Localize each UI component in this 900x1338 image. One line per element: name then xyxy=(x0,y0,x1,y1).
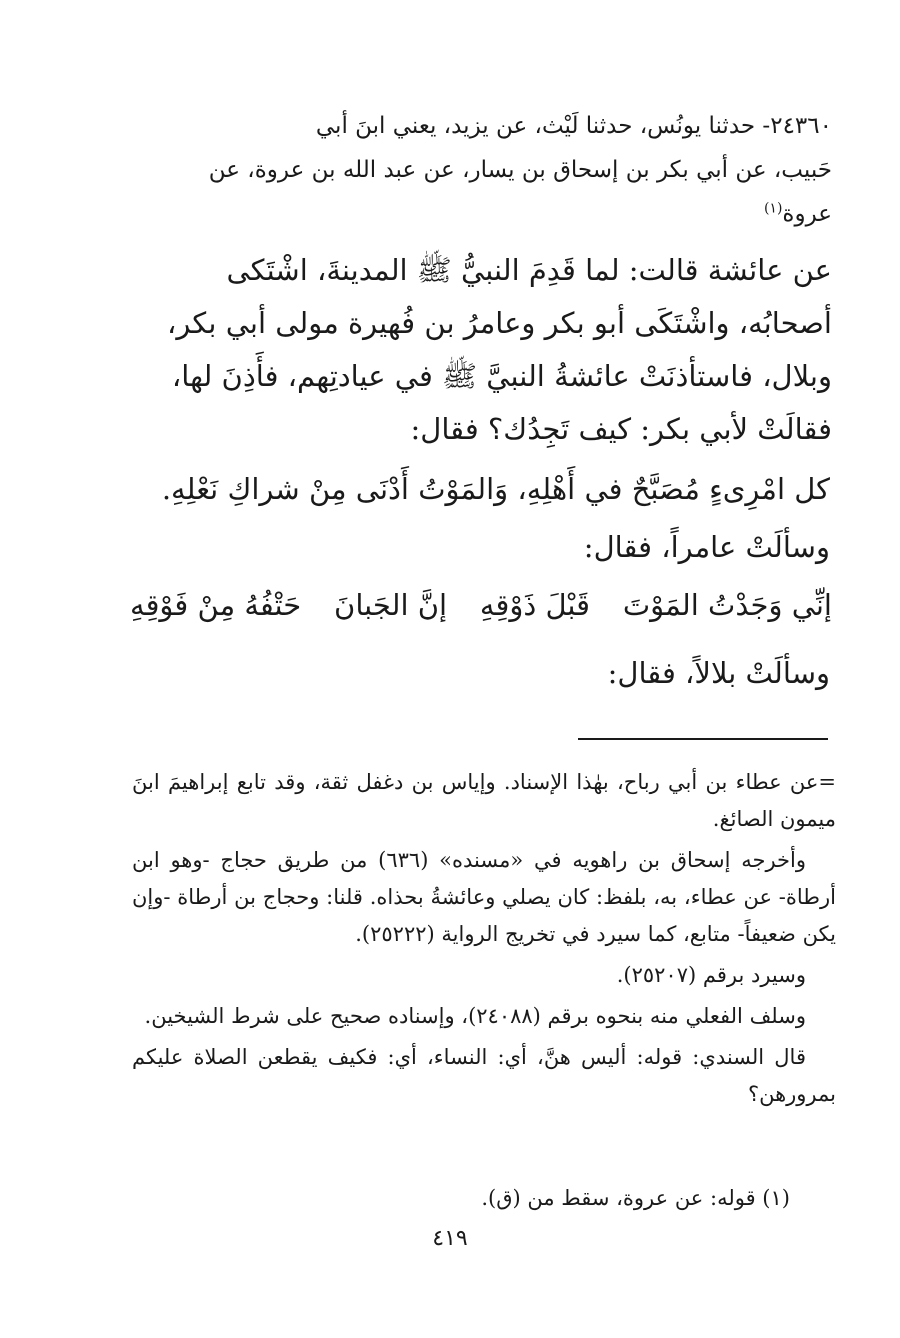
matn-line: فقالَتْ لأبي بكر: كيف تَجِدُك؟ فقال: xyxy=(410,412,832,446)
poem-verse-amir xyxy=(130,588,832,622)
isnad-line: حَبيب، عن أبي بكر بن إسحاق بن يسار، عن عبد الله بن عروة، عن xyxy=(208,157,832,183)
verse-hemistich: إنِّي وَجَدْتُ المَوْتَ xyxy=(622,588,832,622)
page-number: ٤١٩ xyxy=(432,1226,468,1251)
footnote-reference: (١) xyxy=(763,200,783,217)
matn-line: عن عائشة قالت: لما قَدِمَ النبيُّ ﷺ المدينةَ، اشْتَكى xyxy=(226,253,832,287)
matn-line: أصحابُه، واشْتَكَى أبو بكر وعامرُ بن فُهيرة مولى أبي بكر، xyxy=(167,306,832,340)
narration-line-bilal: وسألَتْ بلالاً، فقال: xyxy=(607,656,830,690)
poem-verse-abu-bakr: كل امْرِىءٍ مُصَبَّحٌ في أَهْلِهِ، وَالمَوْتُ أَدْنَى مِنْ شراكِ نَعْلِهِ. xyxy=(161,472,830,506)
footnote-separator xyxy=(578,738,828,740)
footnote-paragraph: =عن عطاء بن أبي رباح، بهٰذا الإسناد. وإياس بن دغفل ثقة، وقد تابع إبراهيمَ ابنَ ميمون الصائغ. xyxy=(132,770,836,831)
isnad-line xyxy=(132,192,832,236)
footnote-paragraph: قال السندي: قوله: أليس هنَّ، أي: النساء، أي: فكيف يقطعن الصلاة عليكم بمرورهن؟ xyxy=(132,1045,836,1106)
verse-hemistich: قَبْلَ ذَوْقِهِ xyxy=(479,588,591,622)
isnad-line-text: عروة xyxy=(782,201,832,227)
footnote-paragraph: وأخرجه إسحاق بن راهويه في «مسنده» (٦٣٦) من طريق حجاج -وهو ابن أرطاة- عن عطاء، به، بلفظ: كان يصلي وعائشةُ بحذاه. قلنا: وحجاج بن أرطاة -وإن يكن ضعيفاً- متابع، كما سيرد في تخريج الرواية (٢٥٢٢٢). xyxy=(132,848,836,946)
footnote-paragraph: وسلف الفعلي منه بنحوه برقم (٢٤٠٨٨)، وإسناده صحيح على شرط الشيخين. xyxy=(144,1004,806,1028)
footnote-paragraph: وسيرد برقم (٢٥٢٠٧). xyxy=(616,963,806,987)
footnote-1: (١) قوله: عن عروة، سقط من (ق). xyxy=(481,1186,790,1210)
hadith-matn xyxy=(130,244,832,456)
hadith-isnad xyxy=(132,104,832,236)
matn-line: وبلال، فاستأذنَتْ عائشةُ النبيَّ ﷺ في عيادتِهم، فأَذِنَ لها، xyxy=(171,359,832,393)
isnad-line: ٢٤٣٦٠- حدثنا يونُس، حدثنا لَيْث، عن يزيد، يعني ابنَ أبي xyxy=(315,113,832,139)
footnotes-section xyxy=(132,764,836,1117)
verse-hemistich: إنَّ الجَبانَ xyxy=(334,588,448,622)
verse-hemistich: حَتْفُهُ مِنْ فَوْقِهِ xyxy=(130,588,302,622)
narration-line-amir: وسألَتْ عامراً، فقال: xyxy=(583,530,830,564)
